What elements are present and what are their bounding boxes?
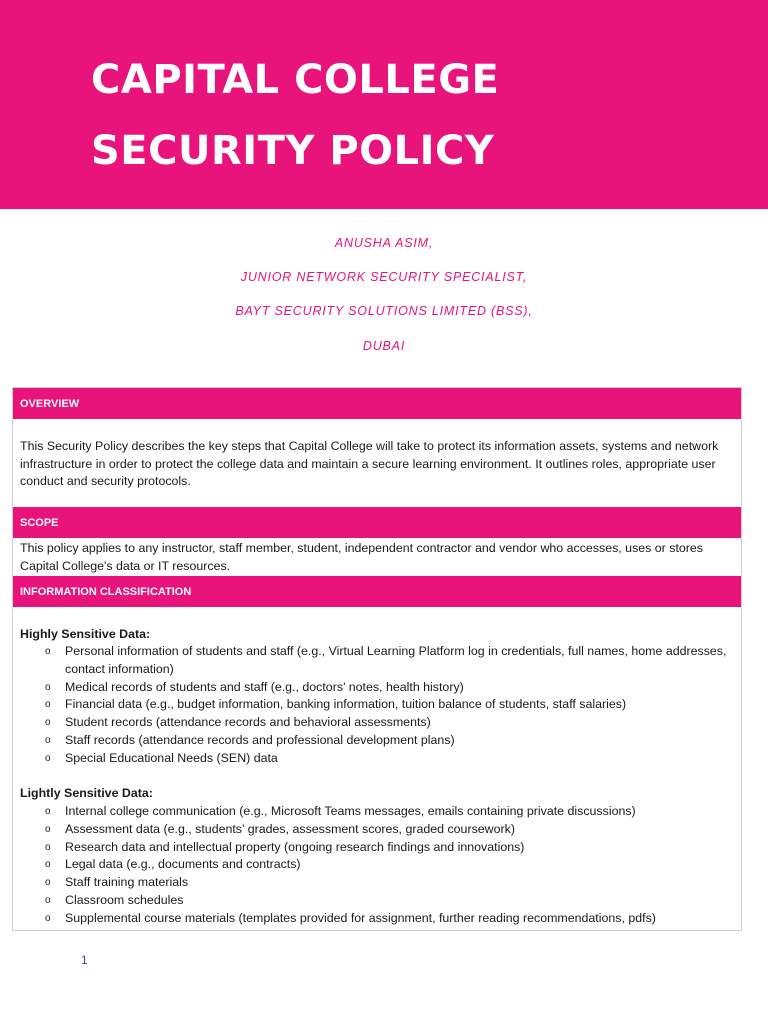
list-item: o Internal college communication (e.g., Microsoft Teams messages, emails containing private discussions) [13,803,741,821]
bullet-icon: o [45,823,51,835]
list-item: o Legal data (e.g., documents and contracts) [13,856,741,874]
list-item: o Special Educational Needs (SEN) data [13,750,741,768]
overview-text: This Security Policy describes the key steps that Capital College will take to protect its information assets, systems and network infrastructure in order to protect the college data and maintain a secure learning environment. It outlines roles, appropriate user conduct and security protocols. [20,439,719,488]
list-item: o Supplemental course materials (templates provided for assignment, further reading recommendations, pdfs) [13,910,741,928]
highly-sensitive-label: Highly Sensitive Data: [20,627,151,641]
author-city: DUBAI [362,339,406,353]
highly-sensitive-list [13,643,741,768]
bullet-icon: o [45,681,51,693]
author-company: BAYT SECURITY SOLUTIONS LIMITED (BSS), [235,304,533,318]
bullet-icon: o [45,841,51,853]
bullet-icon: o [45,806,51,817]
title-band [0,0,768,209]
list-item: o Staff training materials [13,874,741,892]
list-item: o Personal information of students and staff (e.g., Virtual Learning Platform log in credentials, full names, home addresses, contact information) [45,644,727,676]
scope-text: This policy applies to any instructor, staff member, student, independent contractor and vendor who accesses, uses or stores Capital College's data or IT resources. [20,541,703,573]
list-item: o Financial data (e.g., budget information, banking information, tuition balance of students, staff salaries) [13,696,741,714]
author-name: ANUSHA ASIM, [334,236,434,250]
bullet-icon: o [45,912,51,924]
author-role: JUNIOR NETWORK SECURITY SPECIALIST, [240,270,528,284]
bullet-icon: o [45,752,51,764]
scope-heading: SCOPE [13,507,741,538]
list-item: o Research data and intellectual property (ongoing research findings and innovations) [13,839,741,857]
lightly-sensitive-list [13,803,741,928]
list-item: o Medical records of students and staff (e.g., doctors’ notes, health history) [13,679,741,697]
bullet-icon: o [45,717,51,729]
policy-table [12,387,742,931]
page-number: 1 [81,953,88,967]
list-item: o Classroom schedules [13,892,741,910]
bullet-icon: o [45,859,51,871]
overview-heading: OVERVIEW [13,388,741,419]
bullet-icon: o [45,646,51,657]
bullet-icon: o [45,699,51,711]
bullet-icon: o [45,894,51,906]
document-title-line-2: SECURITY POLICY [91,128,495,174]
list-item: o Assessment data (e.g., students’ grades, assessment scores, graded coursework) [13,821,741,839]
document-title-line-1: CAPITAL COLLEGE [91,57,500,103]
bullet-icon: o [45,877,51,889]
classification-heading: INFORMATION CLASSIFICATION [13,576,741,607]
bullet-icon: o [45,734,51,746]
list-item: o Student records (attendance records and behavioral assessments) [13,714,741,732]
lightly-sensitive-label: Lightly Sensitive Data: [20,786,153,800]
list-item: o Staff records (attendance records and professional development plans) [13,732,741,750]
